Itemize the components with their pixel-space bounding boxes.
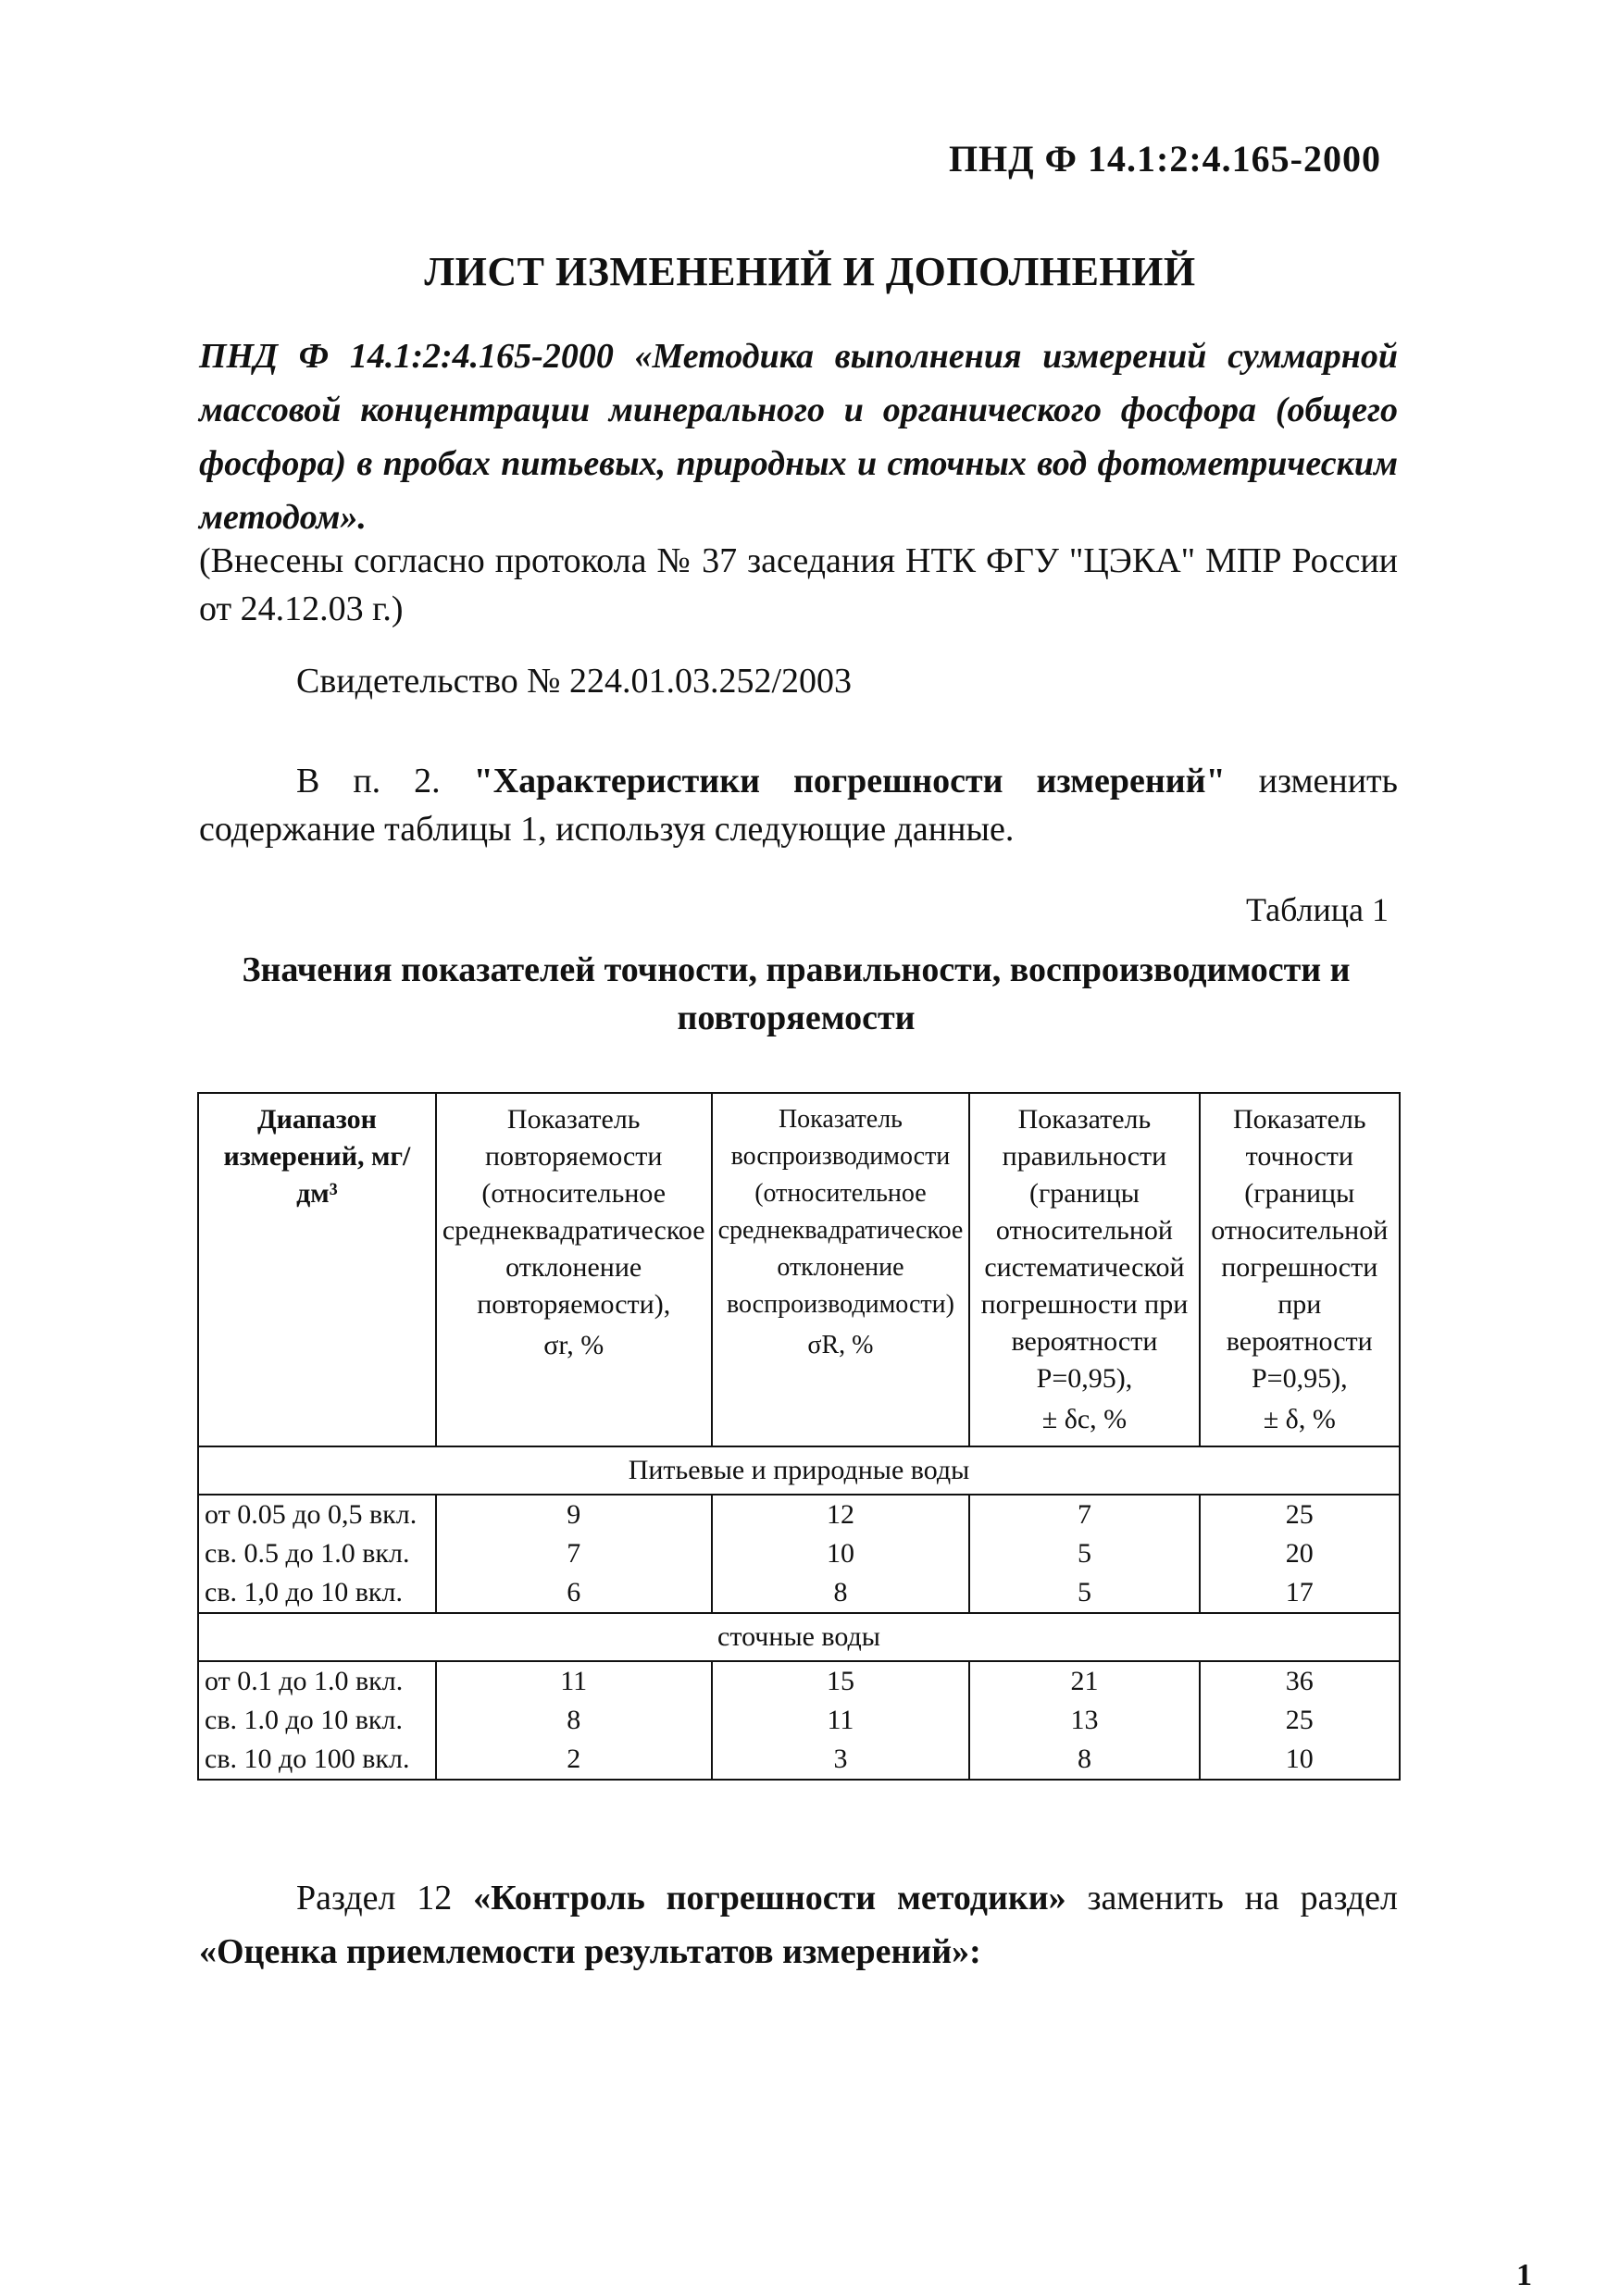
header-accuracy: Показатель точности (границы относительной погрешности при вероятности P=0,95), ± δ, % bbox=[1200, 1093, 1400, 1446]
certificate-number: Свидетельство № 224.01.03.252/2003 bbox=[296, 662, 853, 701]
table-row: от 0.05 до 0,5 вкл. 9 12 7 25 bbox=[198, 1495, 1400, 1534]
change-target: "Характеристики погрешности измерений" bbox=[473, 762, 1226, 800]
table-row: св. 10 до 100 вкл. 2 3 8 10 bbox=[198, 1740, 1400, 1780]
document-code: ПНД Ф 14.1:2:4.165-2000 bbox=[948, 138, 1381, 180]
table-row: св. 1.0 до 10 вкл. 8 11 13 25 bbox=[198, 1701, 1400, 1740]
header-trueness: Показатель правильности (границы относительной систематической погрешности при вероятности P=0,95), ± δc, % bbox=[969, 1093, 1199, 1446]
new-section-title: «Оценка приемлемости результатов измерений»: bbox=[199, 1932, 981, 1971]
method-reference: ПНД Ф 14.1:2:4.165-2000 «Методика выполнения измерений суммарной массовой концентрации минерального и органического фосфора (общего фосфора) в пробах питьевых, природных и сточных вод фотометрическим методом». bbox=[199, 337, 1398, 537]
section-replace-note: Раздел 12 «Контроль погрешности методики» заменить на раздел «Оценка приемлемости результатов измерений»: bbox=[199, 1879, 1398, 1971]
metrics-table bbox=[197, 1092, 1401, 1781]
header-reproducibility: Показатель воспроизводимости (относительное среднеквадратическое отклонение воспроизводимости) σR, % bbox=[712, 1093, 970, 1446]
page-number: 1 bbox=[1516, 2258, 1532, 2292]
section-row: Питьевые и природные воды bbox=[198, 1446, 1400, 1495]
table-label: Таблица 1 bbox=[1246, 891, 1389, 928]
table-header-row bbox=[198, 1093, 1400, 1446]
table-title: Значения показателей точности, правильности, воспроизводимости и повторяемости bbox=[242, 950, 1351, 1037]
table-row: св. 1,0 до 10 вкл. 6 8 5 17 bbox=[198, 1573, 1400, 1613]
change-note bbox=[199, 757, 1398, 853]
header-repeatability: Показатель повторяемости (относительное среднеквадратическое отклонение повторяемости), σr, % bbox=[436, 1093, 712, 1446]
section-row: сточные воды bbox=[198, 1613, 1400, 1661]
change-suffix: изменить содержание таблицы 1, используя следующие данные. bbox=[199, 762, 1398, 849]
table-row: от 0.1 до 1.0 вкл. 11 15 21 36 bbox=[198, 1661, 1400, 1701]
change-prefix: В п. 2. bbox=[296, 762, 474, 800]
intro-paragraph: (Внесены согласно протокола № 37 заседания НТК ФГУ "ЦЭКА" МПР России от 24.12.03 г.) bbox=[199, 541, 1398, 628]
table-row: св. 0.5 до 1.0 вкл. 7 10 5 20 bbox=[198, 1534, 1400, 1573]
page-title: ЛИСТ ИЗМЕНЕНИЙ И ДОПОЛНЕНИЙ bbox=[424, 249, 1196, 294]
old-section-title: «Контроль погрешности методики» bbox=[473, 1879, 1066, 1917]
header-range: Диапазон измерений, мг/дм³ bbox=[198, 1093, 436, 1446]
